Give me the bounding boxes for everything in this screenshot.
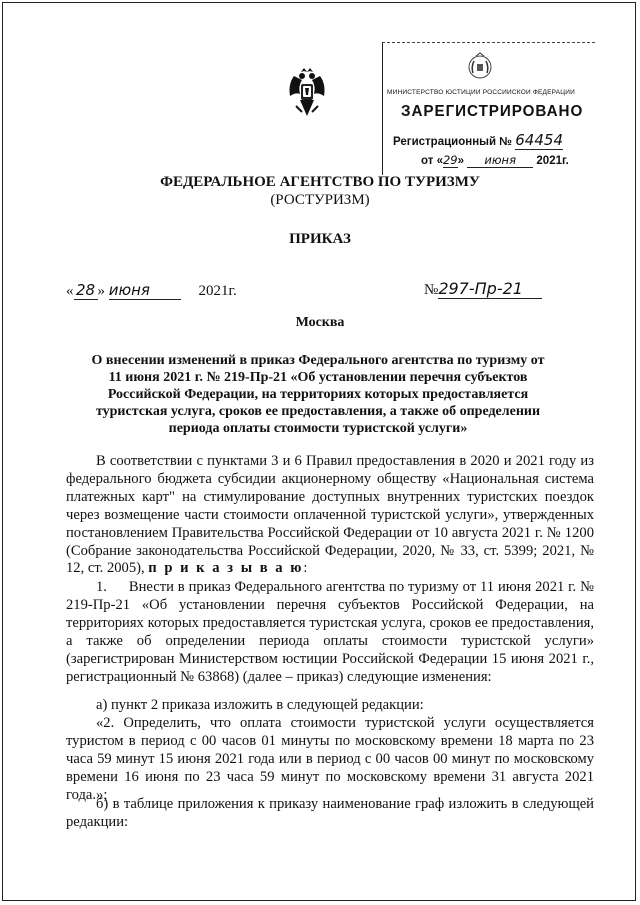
item-a-text: «2. Определить, что оплата стоимости туристской услуги осуществляется туристом в период с 00 часов 01 минуты по московскому времени 18 марта по 23 часа 59 минут 15 июня 2021 года или в период с 00 часов 00 минут по московскому времени 16 июня по 23 часа 59 минут по московскому времени 31 августа 2021 года.»;	[66, 715, 594, 803]
stamp-registered: ЗАРЕГИСТРИРОВАНО	[401, 103, 584, 120]
preamble-paragraph	[66, 453, 594, 578]
stamp-from-label: от	[421, 155, 434, 167]
preamble-end: :	[303, 560, 308, 577]
stamp-day: 29	[442, 153, 458, 167]
stamp-reg-number-label: Регистрационный №	[393, 136, 513, 148]
preamble-text: В соответствии с пунктами 3 и 6 Правил предоставления в 2020 и 2021 году из федерального бюджета субсидии акционерному обществу «Национальная система платежных карт" на стимулирование доступных внутренних туристских поездок через возмещение части стоимости оплаченной туристской услуги», утвержденных постановлением Правительства Российской Федерации от 10 августа 2021 г. № 1200 (Собрание законодательства Российской Федерации, 2020, № 33, ст. 5399; 2021, № 12, ст. 2005),	[66, 453, 594, 577]
order-date-quote-open: «	[66, 283, 74, 299]
item-1-text: Внести в приказ Федерального агентства по туризму от 11 июня 2021 г. № 219-Пр-21 «Об установлении перечня субъектов Российской Федерации, на территориях которых предоставляется туристская услуга, сроков ее предоставления, а также об определении периода оплаты стоимости туристской услуги» (зарегистрирован Министерством юстиции Российской Федерации 15 июня 2021 г., регистрационный № 63868) (далее – приказ) следующие изменения:	[66, 579, 594, 685]
stamp-reg-number-line	[393, 131, 563, 150]
order-number-label: №	[424, 282, 439, 298]
preamble-order-word: п р и к а з ы в а ю	[148, 560, 304, 577]
city: Москва	[295, 315, 345, 330]
stamp-year: 2021	[536, 155, 562, 167]
item-a: а) пункт 2 приказа изложить в следующей редакции:	[96, 697, 424, 713]
coat-of-arms-icon	[286, 66, 328, 122]
order-year: 2021г.	[198, 283, 237, 299]
item-1-number: 1.	[96, 579, 107, 595]
order-date-quote-close: »	[97, 283, 105, 299]
order-number-value: 297-Пр-21	[438, 279, 542, 299]
agency-short-name: (РОСТУРИЗМ)	[270, 192, 370, 208]
agency-title: ФЕДЕРАЛЬНОЕ АГЕНТСТВО ПО ТУРИЗМУ	[160, 174, 480, 190]
stamp-coat-of-arms-icon	[465, 51, 495, 87]
stamp-reg-number: 64454	[515, 131, 563, 149]
stamp-date-line: от «29» июня 2021г.	[421, 153, 569, 167]
stamp-month: июня	[467, 153, 533, 168]
order-number	[424, 279, 542, 299]
order-subject: О внесении изменений в приказ Федерального агентства по туризму от 11 июня 2021 г. № 219-Пр-21 «Об установлении перечня субъектов Российской Федерации, на территориях которых предоставляется туристская услуга, сроков ее предоставления, а также об определении периода оплаты стоимости туристской услуги»	[91, 353, 545, 436]
item-1-paragraph	[66, 579, 594, 686]
registration-stamp	[382, 42, 595, 175]
order-month: июня	[109, 281, 181, 300]
order-date	[66, 281, 237, 300]
item-b: б) в таблице приложения к приказу наименование граф изложить в следующей редакции:	[66, 796, 594, 830]
stamp-year-suffix: г.	[562, 155, 569, 167]
document-type: ПРИКАЗ	[289, 231, 351, 247]
order-day: 28	[74, 281, 98, 300]
stamp-ministry: МИНИСТЕРСТВО ЮСТИЦИИ РОССИЙСКОЙ ФЕДЕРАЦИИ	[387, 89, 576, 96]
